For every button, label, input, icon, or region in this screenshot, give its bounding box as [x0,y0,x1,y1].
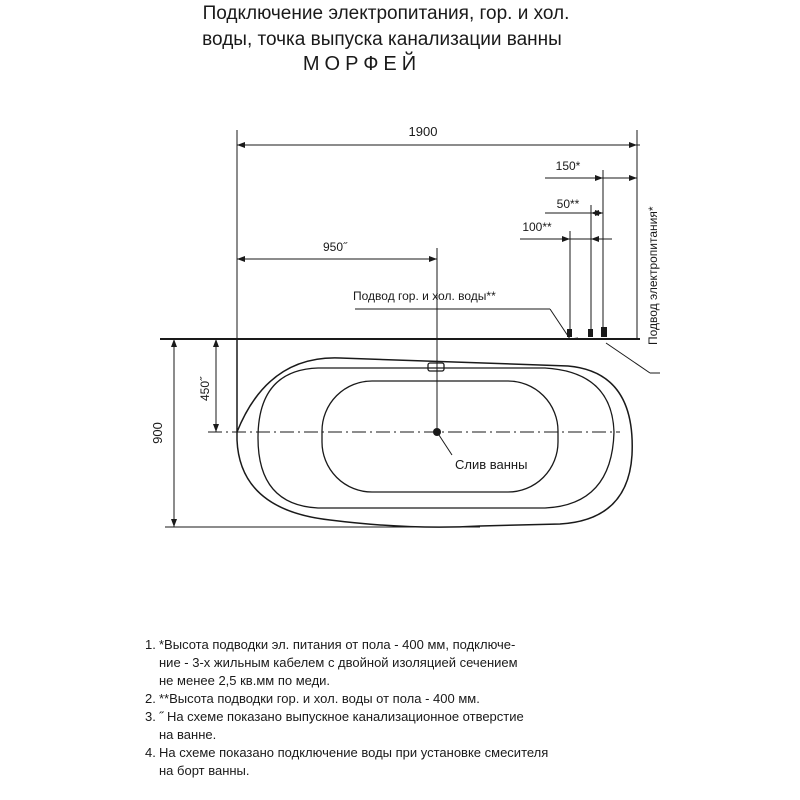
note-item [145,744,705,780]
hot-water-point [567,329,572,337]
note-item [145,690,705,708]
note-text: ˝ На схеме показано выпускное канализационное отверстие на ванне. [159,709,524,742]
power-supply-label: Подвод электропитания* [646,206,660,345]
drain-leader [437,432,452,455]
dim-1900-label: 1900 [408,124,438,139]
tub-rim-outline [258,368,614,508]
dim-100-label: 100** [522,220,552,234]
drain-label: Слив ванны [455,457,528,472]
water-supply-label: Подвод гор. и хол. воды** [353,289,496,303]
overflow-marker [428,363,444,371]
note-text: На схеме показано подключение воды при установке смесителя на борт ванны. [159,745,549,778]
note-number: 2. [145,691,156,706]
power-leader [606,343,650,373]
title-model-name: МОРФЕЙ [302,53,422,75]
note-number: 3. [145,709,156,724]
note-number: 4. [145,745,156,760]
notes-list [145,636,705,780]
cold-water-point [588,329,593,337]
note-text: *Высота подводки эл. питания от пола - 400 мм, подключе- ние - 3-х жильным кабелем с двойной изоляцией сечением не менее 2,5 кв.мм по меди. [159,637,518,688]
note-text: **Высота подводки гор. и хол. воды от пола - 400 мм. [159,691,480,706]
dim-50-label: 50** [556,197,580,211]
title-line-1: Подключение электропитания, гор. и хол. [202,3,570,24]
dim-950-label: 950˝ [322,240,348,254]
title-line-2: воды, точка выпуска канализации ванны [202,29,562,50]
drain-point [433,428,441,436]
power-point [601,327,607,337]
note-item [145,636,705,690]
dim-450-label: 450˝ [198,376,212,402]
note-number: 1. [145,637,156,652]
dim-900-label: 900 [150,422,165,444]
note-item [145,708,705,744]
dim-150-label: 150* [555,159,581,173]
